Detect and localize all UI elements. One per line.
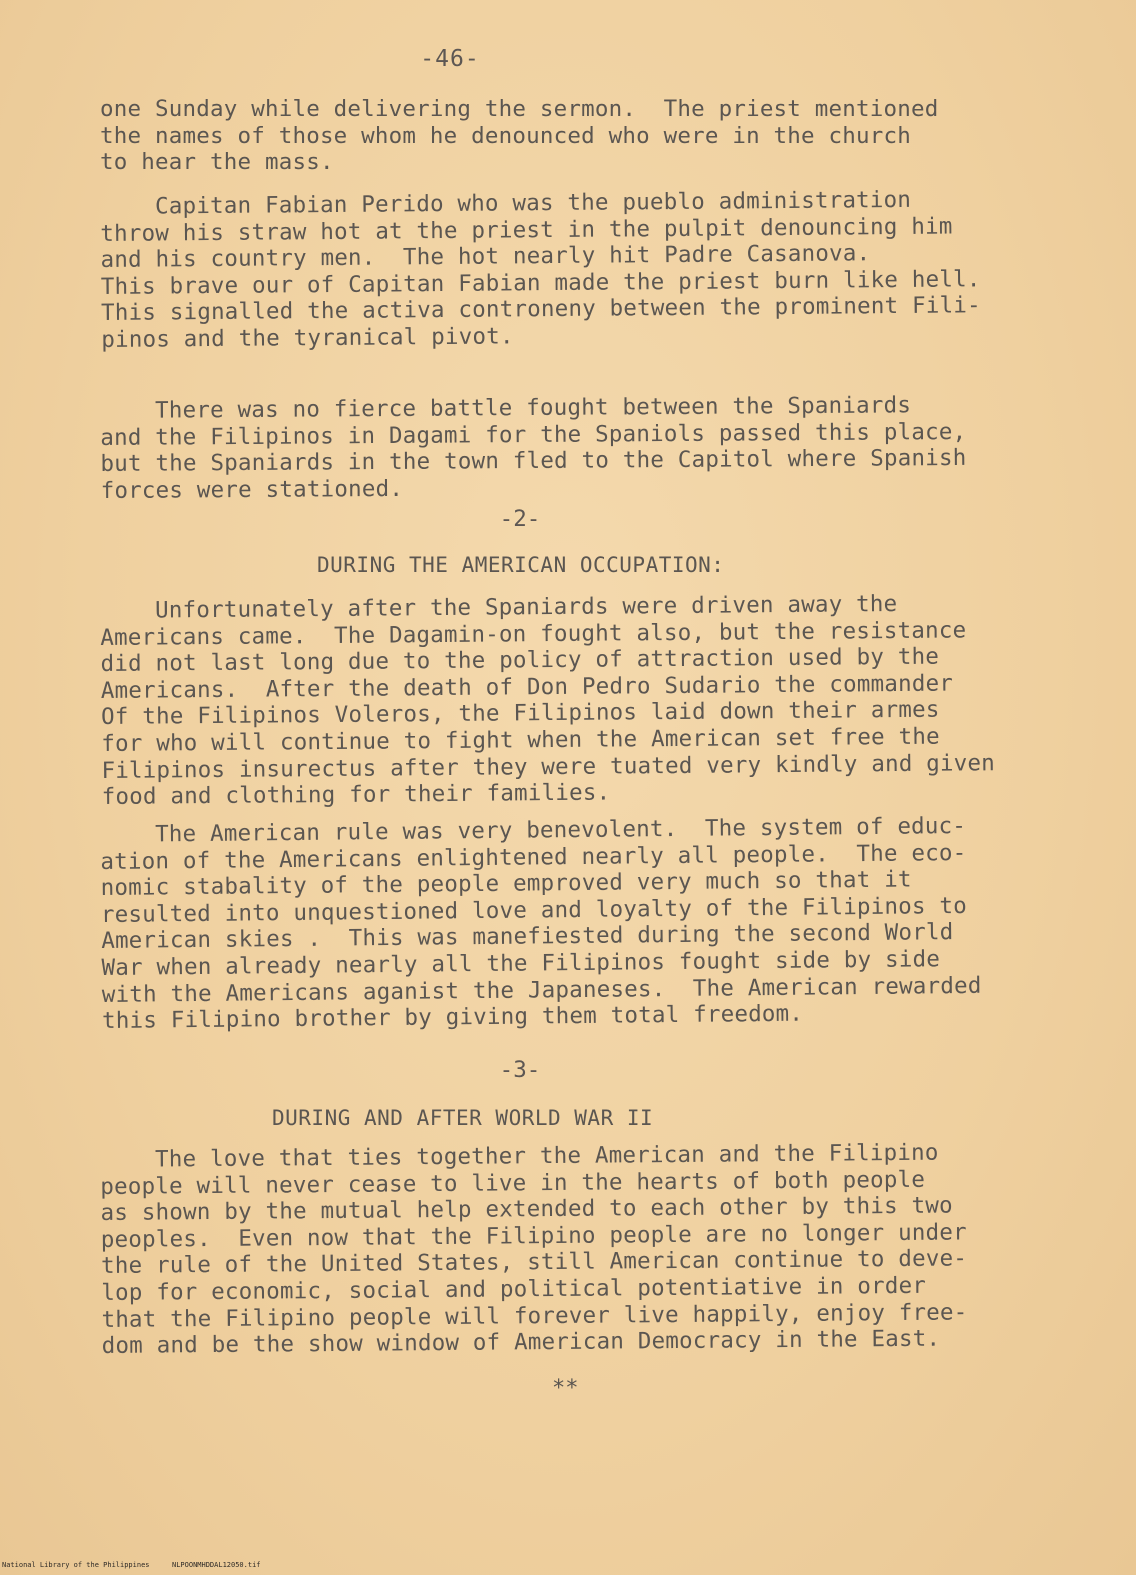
section-heading-american-occupation: DURING THE AMERICAN OCCUPATION: bbox=[317, 553, 725, 577]
page-number: -46- bbox=[420, 46, 480, 72]
section-number-3: -3- bbox=[499, 1057, 541, 1083]
paragraph-capitan-fabian: Capitan Fabian Perido who was the pueblo administration throw his straw hot at the priest in the pulpit denouncing him and his country men. The hot nearly hit Padre Casanova. This brave our of Capitan Fabian made the priest burn like hell. This signalled the activa controneny between the prominent Fili- pinos and the tyranical pivot. bbox=[100, 186, 981, 353]
paragraph-love-that-ties: The love that ties together the American and the Filipino people will never cease to live in the hearts of both people as shown by the mutual help extended to each other by this two peoples. Even now that the Filipino people are no longer under the rule of the United States, still American continue to deve- lop for economic, social and political potentiative in order that the Filipino people will forever live happily, enjoy free- dom and be the show window of American Democracy in the East. bbox=[100, 1139, 968, 1360]
section-heading-world-war-ii: DURING AND AFTER WORLD WAR II bbox=[272, 1106, 654, 1130]
footer-filename: NLPOONMHDDAL12050.tif bbox=[172, 1561, 261, 1569]
paragraph-american-rule: The American rule was very benevolent. The system of educ- ation of the Americans enlightened nearly all people. The eco- nomic stabality of the people emproved very much so that it resulted into unquestioned love and loyalty of the Filipinos to American skies . This was manefiested during the second World War when already nearly all the Filipinos fought side by side with the Americans aganist the Japaneses. The American rewarded this Filipino brother by giving them total freedom. bbox=[100, 812, 982, 1035]
scan-footer bbox=[2, 1561, 261, 1569]
paragraph-no-fierce-battle: There was no fierce battle fought between the Spaniards and the Filipinos in Dagami for the Spaniols passed this place, but the Spaniards in the town fled to the Capitol where Spanish forces were stationed. bbox=[100, 392, 967, 504]
section-number-2: -2- bbox=[499, 506, 541, 532]
end-mark: ** bbox=[552, 1376, 579, 1401]
paragraph-sermon: one Sunday while delivering the sermon. The priest mentioned the names of those whom he denounced who were in the church to hear the mass. bbox=[100, 96, 939, 176]
paragraph-americans-came: Unfortunately after the Spaniards were driven away the Americans came. The Dagamin-on fought also, but the resistance did not last long due to the policy of attraction used by the Americans. After the death of Don Pedro Sudario the commander Of the Filipinos Voleros, the Filipinos laid down their armes for who will continue to fight when the American set free the Filipinos insurectus after they were tuated very kindly and given food and clothing for their families. bbox=[100, 591, 996, 811]
footer-library: National Library of the Philippines bbox=[2, 1561, 150, 1569]
